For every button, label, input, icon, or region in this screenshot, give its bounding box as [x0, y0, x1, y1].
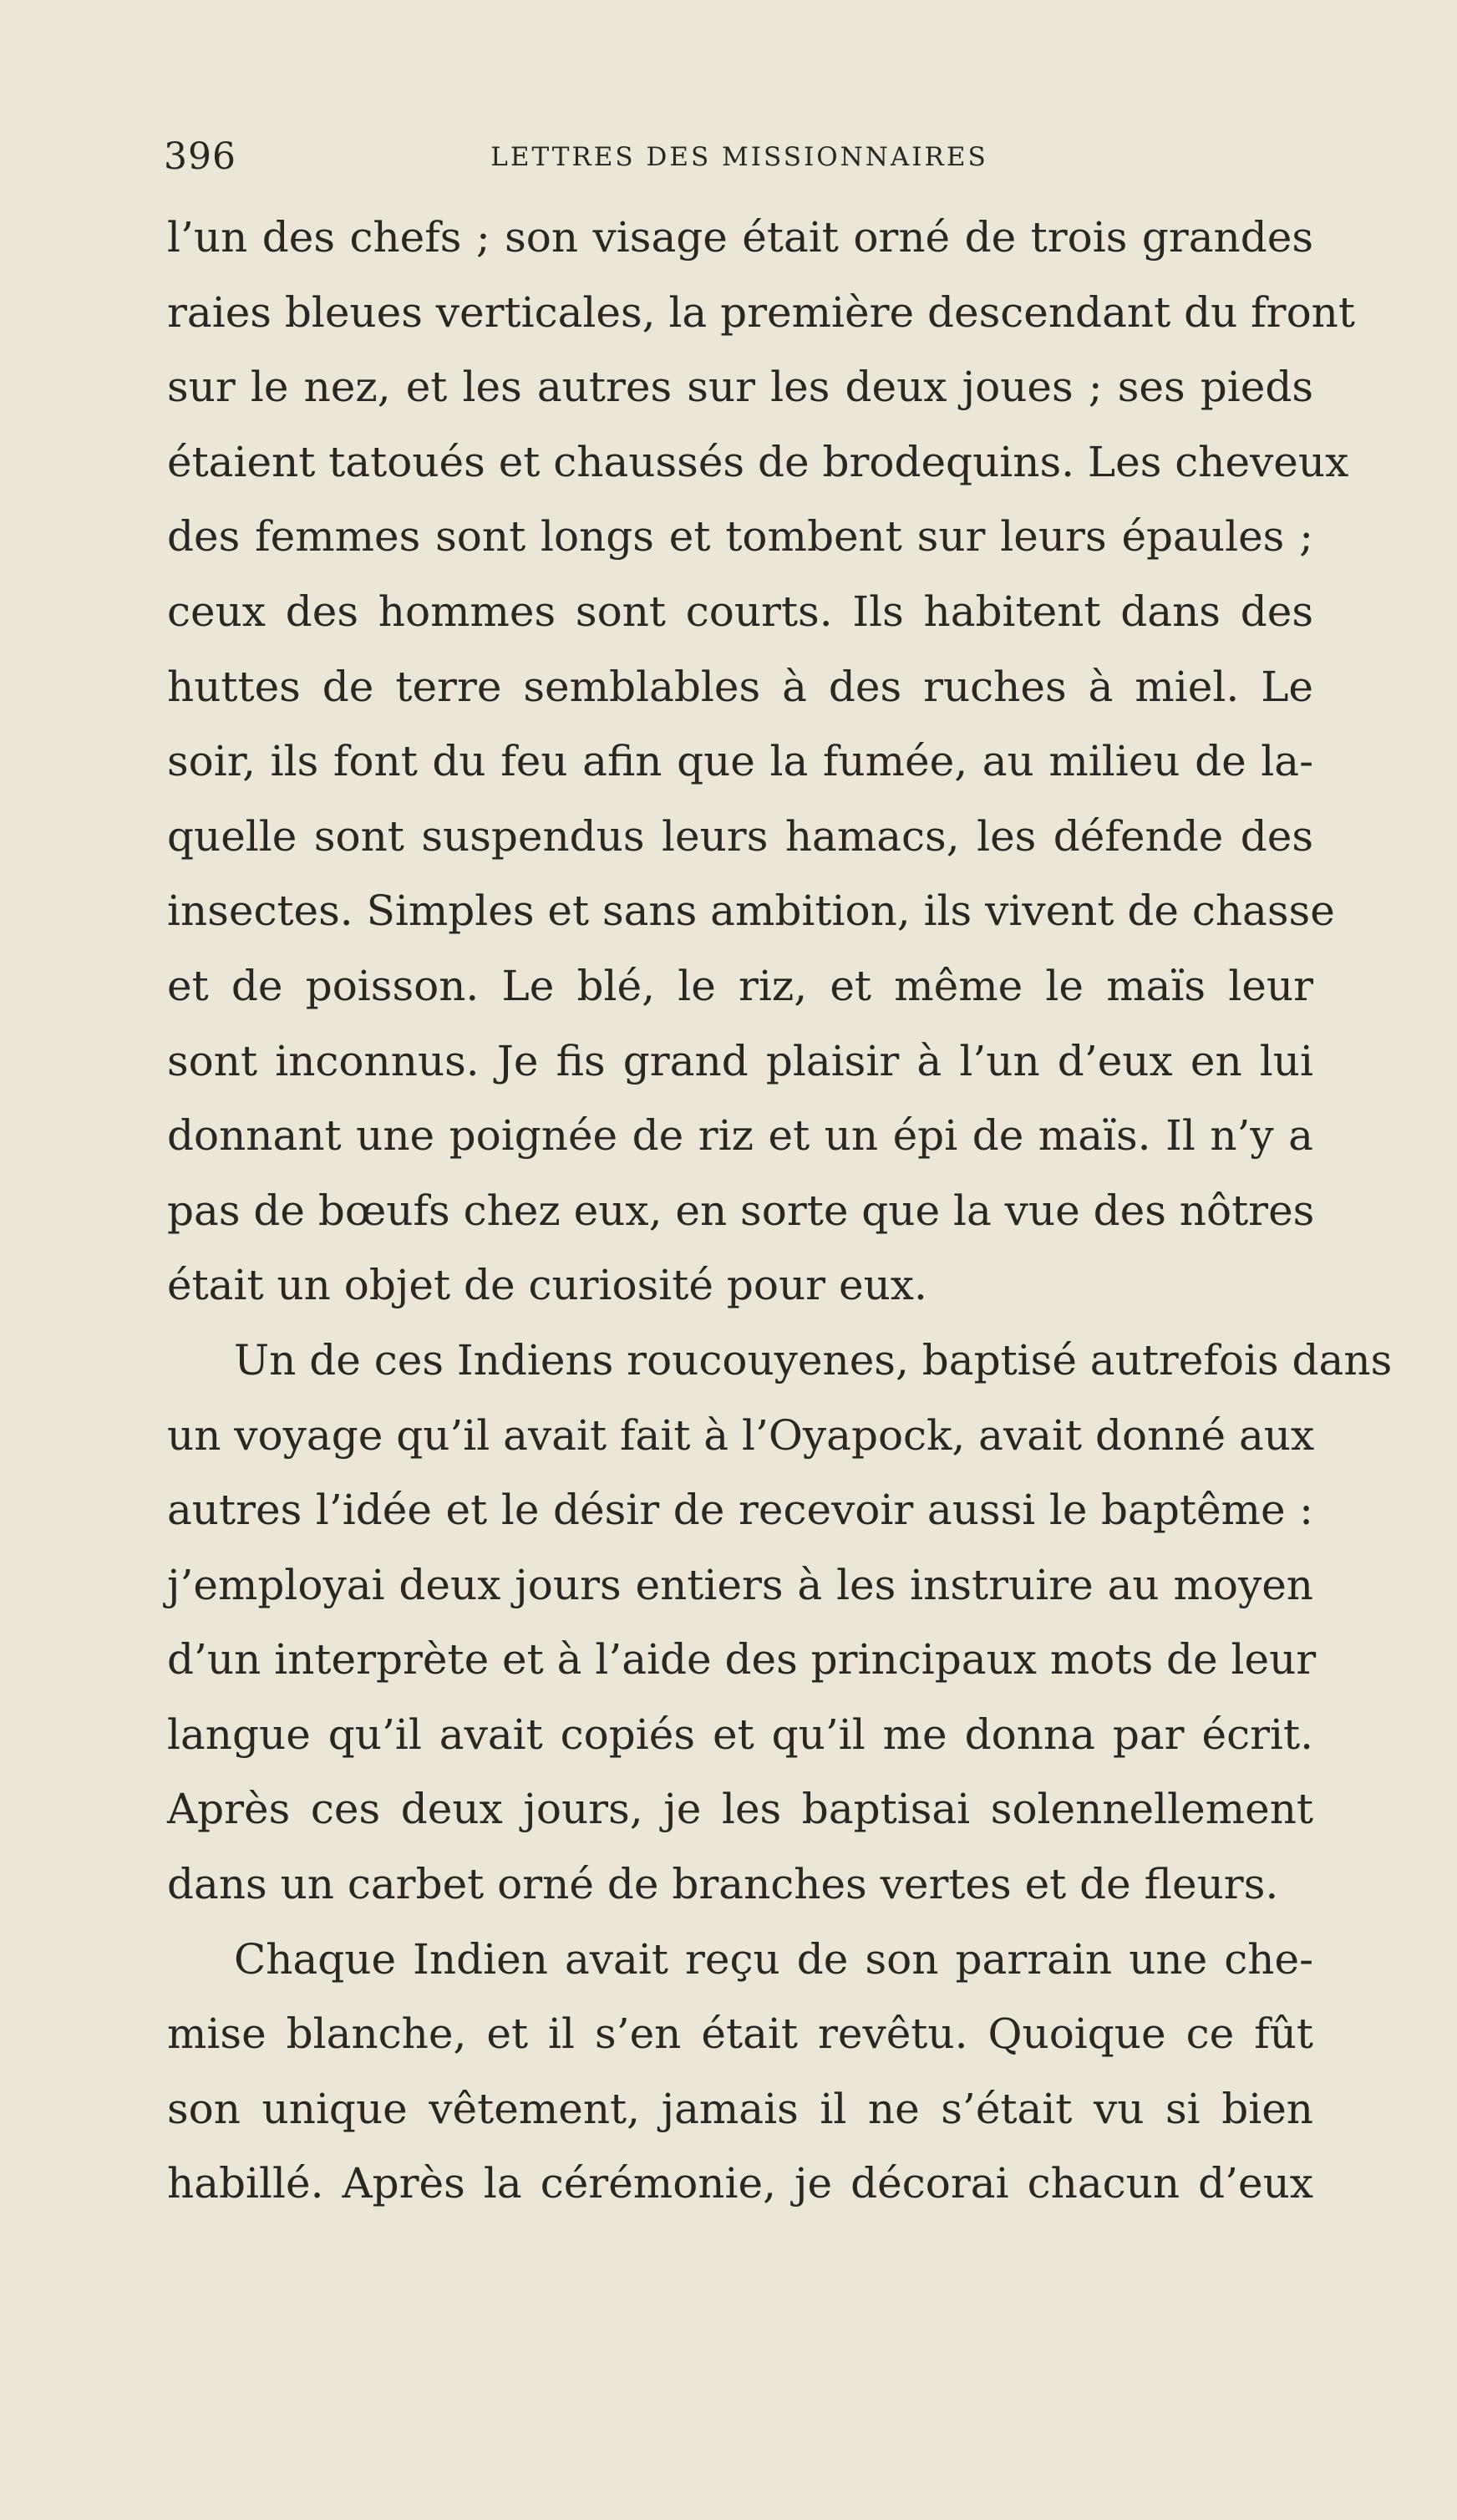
text-line: ceux des hommes sont courts. Ils habitent dans des: [167, 587, 1313, 636]
text-line: et de poisson. Le blé, le riz, et même le maïs leur: [167, 961, 1313, 1010]
text-line: j’employai deux jours entiers à les instruire au moyen: [167, 1560, 1313, 1609]
text-line: étaient tatoués et chaussés de brodequins. Les cheveux: [167, 437, 1349, 486]
text-line: donnant une poignée de riz et un épi de maïs. Il n’y a: [167, 1111, 1313, 1161]
text-line: insectes. Simples et sans ambition, ils vivent de chasse: [167, 887, 1335, 936]
text-line: dans un carbet orné de branches vertes et de fleurs.: [167, 1860, 1279, 1909]
text-line: sont inconnus. Je fis grand plaisir à l’un d’eux en lui: [167, 1036, 1313, 1085]
text-line: l’un des chefs ; son visage était orné de trois grandes: [167, 213, 1313, 262]
text-line: huttes de terre semblables à des ruches à miel. Le: [167, 662, 1313, 711]
text-line: soir, ils font du feu afin que la fumée, au milieu de la-: [167, 737, 1313, 786]
text-line: des femmes sont longs et tombent sur leurs épaules ;: [167, 512, 1313, 561]
text-line: pas de bœufs chez eux, en sorte que la vue des nôtres: [167, 1186, 1315, 1235]
text-line: d’un interprète et à l’aide des principaux mots de leur: [167, 1635, 1317, 1684]
text-line: sur le nez, et les autres sur les deux joues ; ses pieds: [167, 363, 1313, 412]
text-line: autres l’idée et le désir de recevoir aussi le baptême :: [167, 1486, 1313, 1535]
body-text: [167, 201, 1393, 2222]
text-line: Après ces deux jours, je les baptisai solennellement: [167, 1785, 1313, 1834]
page-header: [164, 132, 1315, 182]
text-line: un voyage qu’il avait fait à l’Oyapock, avait donné aux: [167, 1410, 1315, 1460]
text-line: habillé. Après la cérémonie, je décorai chacun d’eux: [167, 2159, 1313, 2208]
text-line: mise blanche, et il s’en était revêtu. Quoique ce fût: [167, 2009, 1313, 2059]
text-line: raies bleues verticales, la première descendant du front: [167, 287, 1355, 337]
text-line: langue qu’il avait copiés et qu’il me donna par écrit.: [167, 1710, 1313, 1759]
text-line: son unique vêtement, jamais il ne s’était vu si bien: [167, 2084, 1313, 2133]
text-line: était un objet de curiosité pour eux.: [167, 1261, 927, 1310]
text-line: Chaque Indien avait reçu de son parrain une che-: [234, 1934, 1313, 1984]
page-number: 396: [164, 135, 236, 178]
text-line: quelle sont suspendus leurs hamacs, les défende des: [167, 811, 1313, 861]
text-line: Un de ces Indiens roucouyenes, baptisé autrefois dans: [234, 1335, 1393, 1384]
running-title: LETTRES DES MISSIONNAIRES: [490, 142, 988, 172]
